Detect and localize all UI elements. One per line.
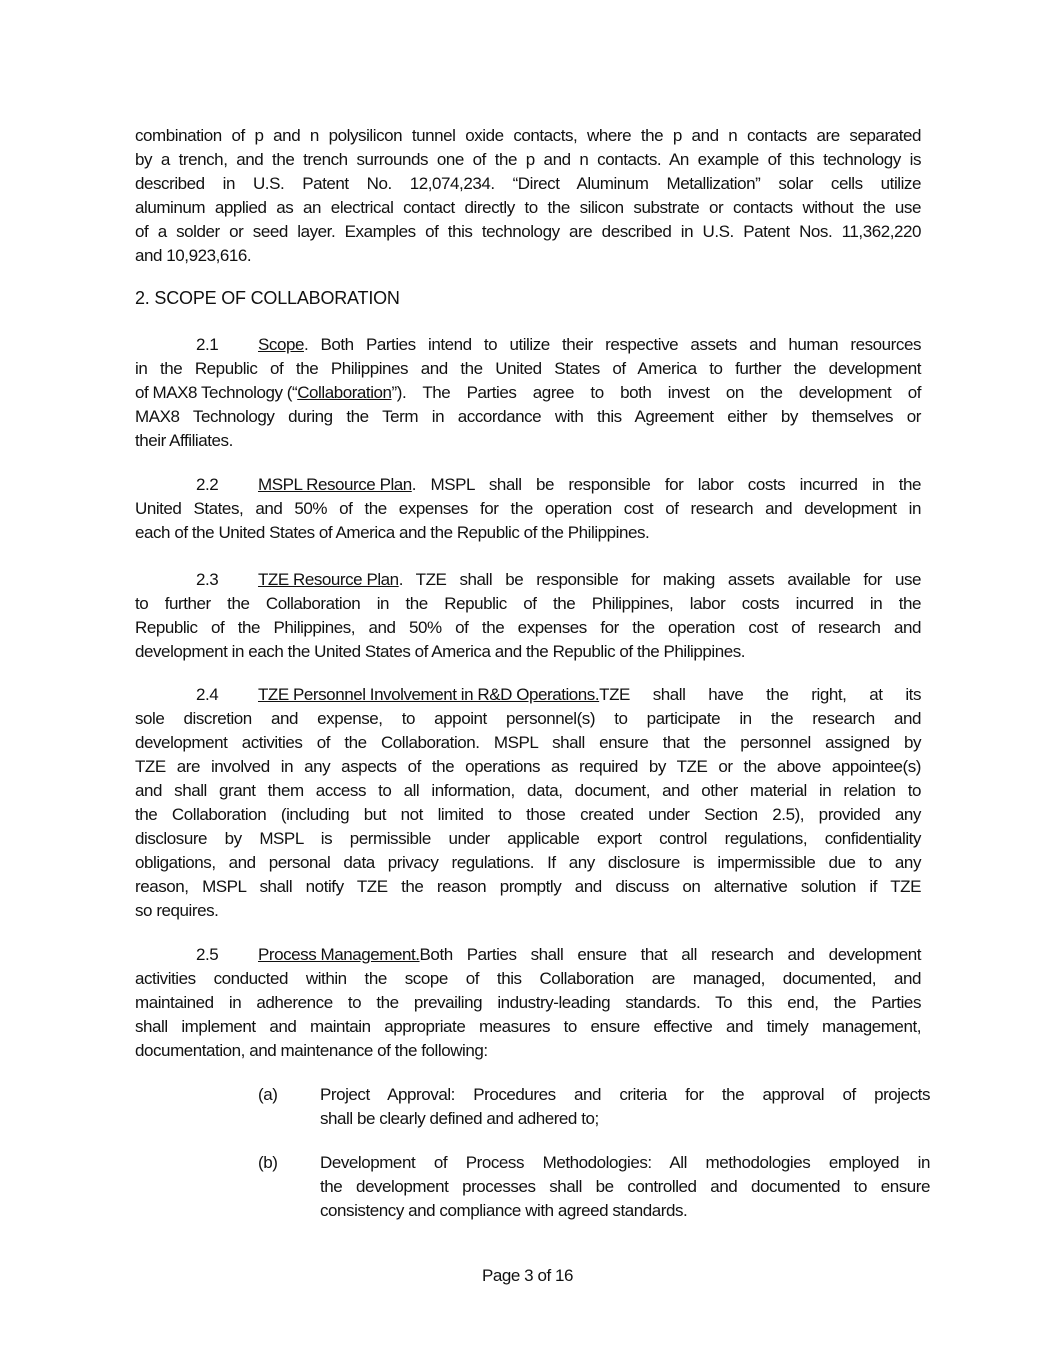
list-label: (a)	[258, 1085, 278, 1104]
text-line: activities conducted within the scope of this Collaboration are managed, documented, and	[135, 969, 921, 988]
text-line: Development of Process Methodologies: All methodologies employed in	[320, 1153, 930, 1172]
text-fragment: ”). The Parties agree to both invest on the development of	[391, 383, 921, 402]
clause-2-5	[135, 943, 921, 1063]
clause-heading: TZE Personnel Involvement in R&D Operations.	[258, 685, 600, 704]
clause-heading: Scope	[258, 335, 304, 354]
text-line: aluminum applied as an electrical contact directly to the silicon substrate or contacts without the use	[135, 198, 921, 217]
page-number: Page 3 of 16	[481, 1266, 573, 1285]
text-line: the Collaboration (including but not limited to those created under Section 2.5), provided any	[135, 805, 921, 824]
text-line: disclosure by MSPL is permissible under applicable export control regulations, confidentiality	[135, 829, 921, 848]
list-label: (b)	[258, 1153, 278, 1172]
text-line: Both Parties shall ensure that all research and development	[419, 945, 921, 964]
clause-heading: MSPL Resource Plan	[258, 475, 412, 494]
text-line: . MSPL shall be responsible for labor costs incurred in the	[411, 475, 921, 494]
text-line: so requires.	[135, 901, 219, 920]
text-line: documentation, and maintenance of the following:	[135, 1041, 488, 1060]
text-line: of a solder or seed layer. Examples of this technology are described in U.S. Patent Nos. 11,362,220	[135, 222, 921, 241]
text-fragment: of MAX8 Technology (“	[135, 383, 298, 402]
text-line: to further the Collaboration in the Republic of the Philippines, labor costs incurred in the	[135, 594, 921, 613]
clause-number: 2.1	[196, 335, 219, 354]
list-item-a	[258, 1083, 930, 1131]
text-line: development activities of the Collaboration. MSPL shall ensure that the personnel assigned by	[135, 733, 921, 752]
clause-2-4	[135, 683, 921, 923]
clause-2-3	[135, 568, 921, 664]
section-heading: 2. SCOPE OF COLLABORATION	[135, 288, 400, 308]
clause-number: 2.5	[196, 945, 219, 964]
text-line: Republic of the Philippines, and 50% of the expenses for the operation cost of research and	[135, 618, 921, 637]
text-line: MAX8 Technology during the Term in accordance with this Agreement either by themselves or	[135, 407, 921, 426]
text-line: their Affiliates.	[135, 431, 233, 450]
clause-number: 2.2	[196, 475, 219, 494]
text-line: maintained in adherence to the prevailing industry-leading standards. To this end, the Parties	[135, 993, 921, 1012]
text-line: TZE shall have the right, at its	[599, 685, 921, 704]
text-line: by a trench, and the trench surrounds one of the p and n contacts. An example of this technology is	[135, 150, 921, 169]
text-line: reason, MSPL shall notify TZE the reason promptly and discuss on alternative solution if TZE	[135, 877, 921, 896]
text-line: consistency and compliance with agreed standards.	[320, 1201, 688, 1220]
text-line: shall be clearly defined and adhered to;	[320, 1109, 599, 1128]
text-line: . Both Parties intend to utilize their respective assets and human resources	[303, 335, 921, 354]
clause-2-1	[135, 333, 921, 453]
clause-2-2	[135, 473, 921, 545]
text-line: sole discretion and expense, to appoint personnel(s) to participate in the research and	[135, 709, 921, 728]
text-line: development in each the United States of America and the Republic of the Philippines.	[135, 642, 746, 661]
clause-heading: TZE Resource Plan	[258, 570, 399, 589]
text-line: each of the United States of America and the Republic of the Philippines.	[135, 523, 650, 542]
clause-heading: Process Management.	[258, 945, 420, 964]
text-line: TZE are involved in any aspects of the operations as required by TZE or the above appointee(s)	[135, 757, 921, 776]
intro-paragraph	[135, 124, 921, 268]
text-line: combination of p and n polysilicon tunnel oxide contacts, where the p and n contacts are separated	[135, 126, 921, 145]
defined-term: Collaboration	[297, 383, 392, 402]
clause-number: 2.4	[196, 685, 219, 704]
text-line: and 10,923,616.	[135, 246, 252, 265]
text-line: obligations, and personal data privacy regulations. If any disclosure is impermissible due to any	[135, 853, 921, 872]
text-line: . TZE shall be responsible for making assets available for use	[398, 570, 921, 589]
text-line: shall implement and maintain appropriate measures to ensure effective and timely management,	[135, 1017, 921, 1036]
text-line: in the Republic of the Philippines and the United States of America to further the development	[135, 359, 921, 378]
list-item-b	[258, 1151, 930, 1223]
text-line: Project Approval: Procedures and criteria for the approval of projects	[320, 1085, 930, 1104]
text-line: United States, and 50% of the expenses for the operation cost of research and development in	[135, 499, 921, 518]
text-line: and shall grant them access to all information, data, document, and other material in relation to	[135, 781, 921, 800]
text-line: described in U.S. Patent No. 12,074,234. “Direct Aluminum Metallization” solar cells utilize	[135, 174, 921, 193]
clause-number: 2.3	[196, 570, 219, 589]
text-line: the development processes shall be controlled and documented to ensure	[320, 1177, 930, 1196]
